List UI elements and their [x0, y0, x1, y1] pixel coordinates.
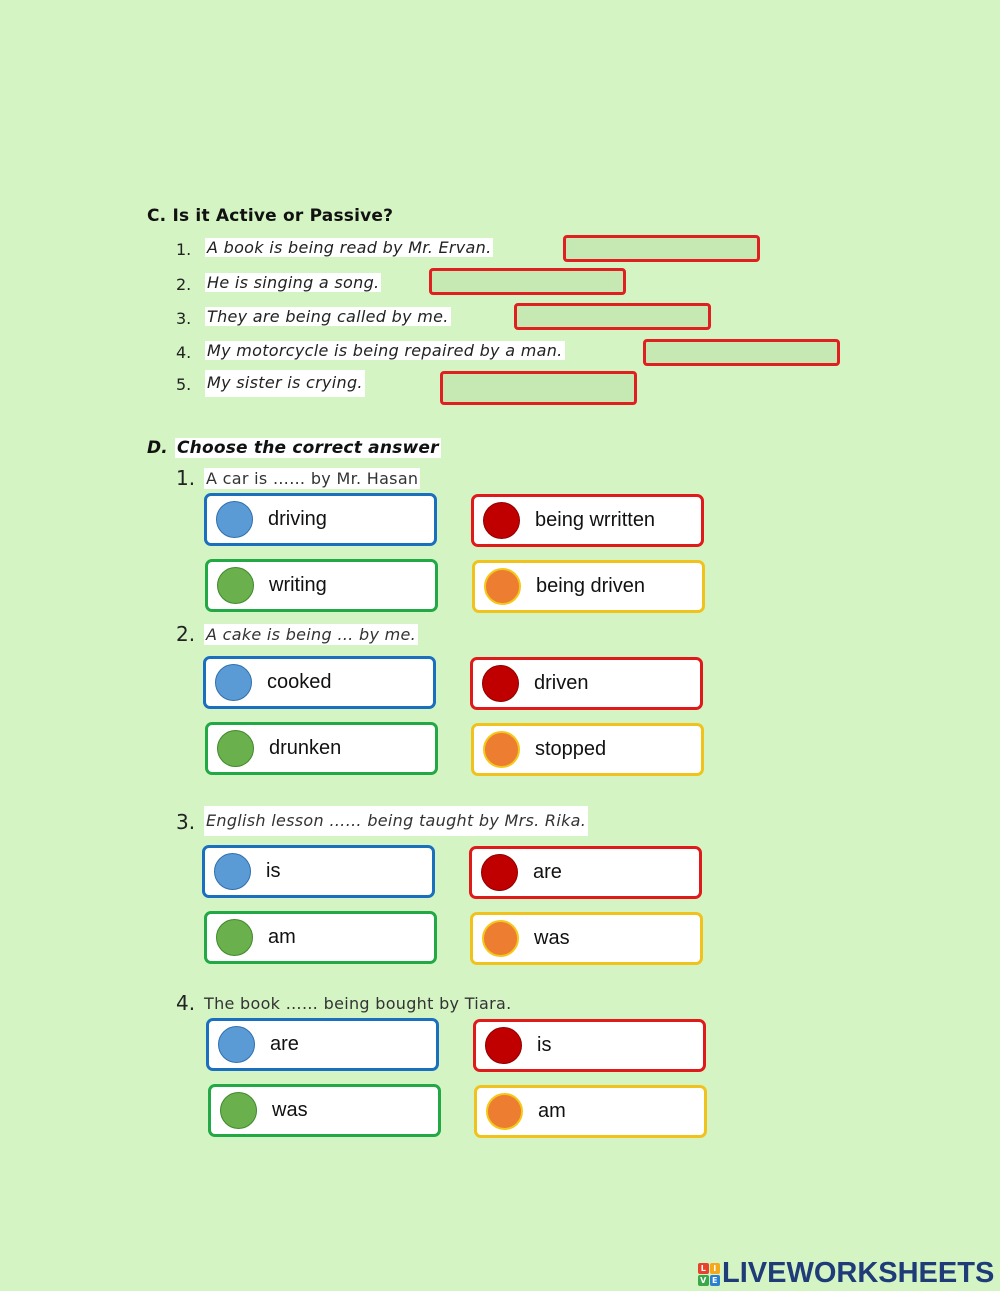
- section-d-letter: D.: [147, 438, 168, 458]
- green-circle-icon: [216, 919, 253, 956]
- option-button-blue[interactable]: [206, 1018, 439, 1071]
- c-answer-field-5[interactable]: [440, 371, 637, 405]
- option-button-red[interactable]: [471, 494, 704, 547]
- option-button-orange[interactable]: [471, 723, 704, 776]
- option-button-blue[interactable]: [204, 493, 437, 546]
- green-circle-icon: [217, 730, 254, 767]
- section-c-title: C. Is it Active or Passive?: [147, 206, 394, 226]
- c-item-number: 3.: [176, 309, 192, 328]
- c-answer-field-3[interactable]: [514, 303, 711, 330]
- c-item-number: 2.: [176, 275, 192, 294]
- option-button-green[interactable]: [205, 722, 438, 775]
- question-number: 4.: [176, 991, 196, 1015]
- logo-text: LIVEWORKSHEETS: [722, 1257, 995, 1289]
- option-label: stopped: [535, 738, 607, 760]
- question-text: The book …… being bought by Tiara.: [204, 994, 512, 1013]
- option-button-red[interactable]: [473, 1019, 706, 1072]
- blue-circle-icon: [218, 1026, 255, 1063]
- c-item-sentence: He is singing a song.: [207, 273, 380, 292]
- c-answer-field-2[interactable]: [429, 268, 626, 295]
- question-text: A cake is being … by me.: [206, 625, 417, 644]
- option-button-red[interactable]: [470, 657, 703, 710]
- option-button-orange[interactable]: [472, 560, 705, 613]
- question-number: 1.: [176, 466, 196, 490]
- c-item-number: 5.: [176, 375, 192, 394]
- red-circle-icon: [485, 1027, 522, 1064]
- orange-circle-icon: [486, 1093, 523, 1130]
- red-circle-icon: [481, 854, 518, 891]
- option-label: is: [266, 860, 281, 882]
- c-answer-field-1[interactable]: [563, 235, 760, 262]
- option-label: being wrritten: [535, 509, 656, 531]
- c-item-number: 1.: [176, 240, 192, 259]
- option-label: was: [534, 927, 570, 949]
- green-circle-icon: [220, 1092, 257, 1129]
- red-circle-icon: [482, 665, 519, 702]
- option-label: are: [270, 1033, 299, 1055]
- option-label: are: [533, 861, 562, 883]
- option-label: being driven: [536, 575, 645, 597]
- c-item-sentence: My sister is crying.: [205, 370, 365, 397]
- option-button-red[interactable]: [469, 846, 702, 899]
- option-label: driven: [534, 672, 589, 694]
- orange-circle-icon: [483, 731, 520, 768]
- c-item-sentence: My motorcycle is being repaired by a man.: [207, 341, 563, 360]
- option-label: driving: [268, 508, 327, 530]
- red-circle-icon: [483, 502, 520, 539]
- option-button-orange[interactable]: [474, 1085, 707, 1138]
- c-item-number: 4.: [176, 343, 192, 362]
- option-button-blue[interactable]: [202, 845, 435, 898]
- question-text: A car is …… by Mr. Hasan: [206, 469, 419, 488]
- option-button-green[interactable]: [204, 911, 437, 964]
- blue-circle-icon: [215, 664, 252, 701]
- blue-circle-icon: [214, 853, 251, 890]
- option-button-blue[interactable]: [203, 656, 436, 709]
- option-label: drunken: [269, 737, 342, 759]
- liveworksheets-logo[interactable]: [698, 1257, 994, 1290]
- option-button-green[interactable]: [205, 559, 438, 612]
- option-label: was: [272, 1099, 308, 1121]
- question-number: 2.: [176, 622, 196, 646]
- option-label: am: [268, 926, 296, 948]
- green-circle-icon: [217, 567, 254, 604]
- option-label: writing: [269, 574, 327, 596]
- section-d-title: Choose the correct answer: [177, 438, 439, 458]
- orange-circle-icon: [484, 568, 521, 605]
- blue-circle-icon: [216, 501, 253, 538]
- c-item-sentence: A book is being read by Mr. Ervan.: [207, 238, 492, 257]
- question-number: 3.: [176, 810, 196, 834]
- option-label: is: [537, 1034, 552, 1056]
- option-label: am: [538, 1100, 566, 1122]
- c-answer-field-4[interactable]: [643, 339, 840, 366]
- option-button-orange[interactable]: [470, 912, 703, 965]
- option-label: cooked: [267, 671, 332, 693]
- option-button-green[interactable]: [208, 1084, 441, 1137]
- logo-mark-icon: L I V E: [698, 1263, 720, 1285]
- question-text: English lesson …… being taught by Mrs. Rika.: [204, 806, 588, 836]
- c-item-sentence: They are being called by me.: [207, 307, 449, 326]
- orange-circle-icon: [482, 920, 519, 957]
